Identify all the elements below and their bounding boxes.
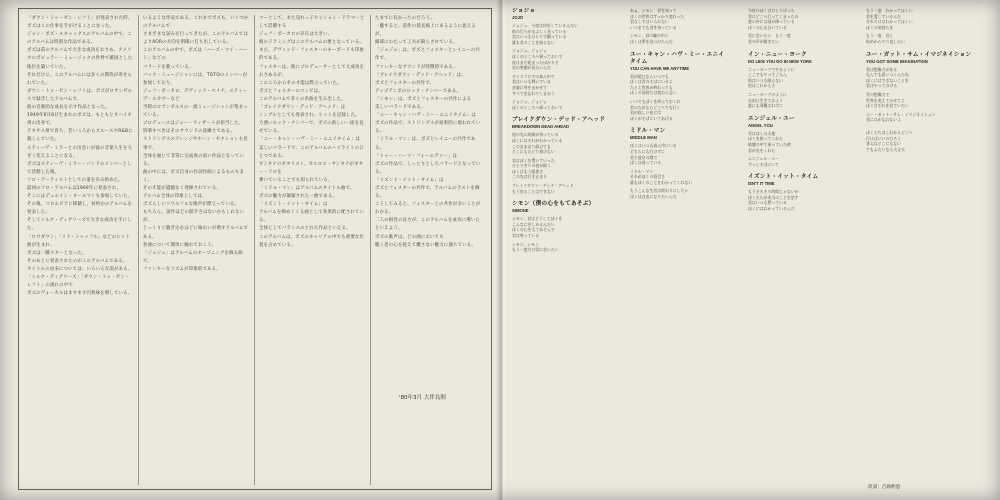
lyric-line: 君が光をくれた <box>748 147 776 153</box>
lyric-stanza <box>866 92 976 109</box>
song-title: ユー・ガット・サム・イマジネイション <box>866 51 972 58</box>
lyric-line: ぼくにはわかっているんだ <box>748 206 795 212</box>
liner-paragraph-line: プロデュースはジョー・ウィザートが担当した。 <box>143 121 244 127</box>
lyric-line: ぼくを救ってくれた <box>748 136 784 142</box>
song-english-title: BREAKDOWN DEAD AHEAD <box>512 124 570 130</box>
liner-paragraph-line: ボズとフォスターのコンビは、 <box>259 88 324 94</box>
song-english-title: MIDDLE MAN <box>630 135 657 141</box>
lyric-line: 君は想像力がある <box>866 66 898 72</box>
liner-paragraph-line: このころからその才能は際立っていた。 <box>259 80 342 86</box>
lyric-line: 君の想像力で <box>866 91 890 97</box>
liner-paragraph-line: 彼の音楽的な成長を示す作品となった。 <box>27 105 110 111</box>
liner-paragraph-line: そしてシルク・ディグリーズで大きな成功を手にした。 <box>27 218 132 232</box>
lyric-line: 君を愛しているんだ <box>866 13 902 19</box>
song-english-title: ISN'T IT TIME <box>748 181 775 187</box>
liner-column-3 <box>259 15 365 485</box>
song-lyrics-block <box>630 52 730 122</box>
lyric-line: ジョジョ、ジョジョ <box>512 48 547 54</box>
lyric-line: 君はいつも黙っている <box>748 200 787 206</box>
liner-paragraph-line: アルバムを締めくくる曲として効果的に配されている。 <box>259 210 365 224</box>
lyric-stanza <box>630 99 730 121</box>
lyric-stanza <box>512 242 612 253</box>
liner-paragraph-line: 美しいバラードである。 <box>375 105 426 111</box>
lyric-stanza <box>630 8 730 30</box>
lyric-stanza <box>630 169 730 186</box>
lyric-stanza <box>512 132 612 154</box>
lyric-line: 夜はまだ始まったばかりさ <box>512 59 559 65</box>
lyric-line: もうこんな生活は終わりにしたい <box>630 188 689 194</box>
liner-paragraph-line: 最初のソロ・アルバムは1969年に発表され、 <box>27 185 122 191</box>
liner-paragraph-line: 1949年6月8日生まれのボズは、もともとオハイオ州の出身で、 <box>27 113 132 127</box>
lyric-stanza <box>630 143 730 165</box>
lyric-line: 君と彼女の間で <box>630 154 658 160</box>
song-lyrics-block <box>748 52 852 109</box>
song-title: ユー・キャン・ハヴ・ミー・エニイタイム <box>630 51 725 65</box>
liner-paragraph-line: 一聴すると、前作の延長線上にあるように思えるが、 <box>375 24 476 38</box>
lyric-line: もうそろそろ時間じゃないか <box>748 189 799 195</box>
lyric-line: 君はいつも輝いている <box>512 79 551 85</box>
liner-paragraph-line: ボズは前のアルバムで大きな成功をおさめ、アメリカのポピュラー・ミュージックの世界で確固とした地位を築いていた。 <box>27 48 133 70</box>
lyric-line: もう一度 君と <box>866 33 894 39</box>
song-title: シモン（僕の心をもてあそぶ） <box>512 201 595 208</box>
lyric-line: ジョジョ、今夜は何をしているんだい <box>512 23 578 28</box>
lyric-line: 君が望むならいつでも <box>630 73 669 79</box>
lyric-line: ぼくのところへ帰っておいで <box>512 53 563 59</box>
lyric-line: でもふたりなら大丈夫 <box>866 146 905 152</box>
liner-paragraph-line: 「イズント・イット・タイム」は <box>375 177 444 183</box>
lyric-line: ぼくの世界はすっかり変わった <box>630 13 685 19</box>
lyric-stanza <box>630 33 730 44</box>
liner-paragraph-line: ファンキーなサウンドが特徴的である。 <box>375 64 458 70</box>
lyric-line: 窓の外には雨が降っている <box>748 19 795 25</box>
liner-paragraph-line: じっくりと聴き込むほどに味わいが増すアルバムである。 <box>143 226 249 240</box>
liner-paragraph-line: このアルバムで多くの名曲を生み出した。 <box>259 96 346 102</box>
lyric-stanza <box>512 48 612 70</box>
liner-paragraph-line: ボズの魅力が凝縮された一曲である。 <box>259 194 338 200</box>
lyric-line: ニューヨークでやるように <box>748 66 795 72</box>
lyric-line: ぼくのところへ帰っておいで <box>512 104 563 110</box>
liner-paragraph-line: 「ジョジョ」はアルバムのオープニングを飾る曲で、 <box>143 250 243 264</box>
liner-paragraph-line: ソロ・アーティストとしての道を歩み始めた。 <box>27 177 123 183</box>
column-divider <box>138 15 139 485</box>
liner-paragraph-line: よりAORの方向を明確に打ち出している。 <box>143 40 232 46</box>
liner-date-author: '80年3月 大伴良則 <box>399 395 446 401</box>
liner-paragraph-line: ダウン・トゥ・ゼン・レフトは、ボズがロサンゼルスで録音したアルバムで、 <box>27 88 133 102</box>
song-lyrics-block <box>748 8 852 45</box>
lyric-line: ぼくにはそれがわかっている <box>512 137 563 143</box>
lyric-line: ぼくの気持ちは変わらない <box>630 90 677 96</box>
lyric-stanza <box>866 8 976 30</box>
liner-paragraph-line: このアルバムは、ボズのキャリアの中でも重要な位置を占めている。 <box>259 234 365 248</box>
lyric-line: 君にはかなわないよ <box>866 117 902 123</box>
lyric-line: ニューヨークのように <box>748 91 787 97</box>
liner-paragraph-line: ボズのヴォーカルはますます円熟味を増している。 <box>27 291 133 297</box>
lyric-line: 君はいつもひとりで踊っている <box>512 34 567 40</box>
lyric-line: ダンスフロアの真ん中で <box>512 73 555 79</box>
song-lyrics-block <box>512 201 612 253</box>
liner-paragraph-line: 「ユー・キャン・ハヴ・ミー・エニイタイム」は <box>375 113 476 119</box>
song-title: エンジェル・ユー <box>748 115 795 122</box>
lyric-line: ぼくは自由になりたいんだ <box>630 194 677 200</box>
lyric-line: このまま走り続けても <box>512 143 551 149</box>
song-english-title: DO LIKE YOU DO IN NEW YORK <box>748 58 813 64</box>
lyric-line: どこにもたどり着けない <box>512 149 555 155</box>
lyric-line: シモン、君の瞳の中に <box>630 33 669 39</box>
song-english-title: ANGEL YOU <box>748 122 773 128</box>
lyric-line: それがぼくの役目さ <box>630 174 666 180</box>
song-title: イン・ニュー・ヨーク <box>748 51 807 58</box>
liner-paragraph-line: 二人の相性の良さが、このアルバムを成功に導いたといえよう。 <box>375 218 481 232</box>
lyric-stanza <box>512 158 612 180</box>
lyric-line: 街の灯りがまぶしく光っている <box>512 28 567 34</box>
lyric-stanza <box>512 23 612 45</box>
lyric-line: 今夜のぼくはひとりぼっち <box>748 8 795 13</box>
lyric-line: 君はぼくを置いていった <box>512 157 555 163</box>
liner-paragraph-line: ボズらしいソウルフルな歌声が際立っている。 <box>143 202 240 208</box>
liner-paragraph-line: ジョン・ボズ・スキャッグスのアルバムの中で、このアルバムは特別な作品である。 <box>27 32 132 46</box>
liner-paragraph-line: その才能が遺憾なく発揮されている。 <box>143 185 222 191</box>
lyrics-column-3 <box>748 8 852 492</box>
lyric-line: ブレイクダウン・デッド・アヘッド <box>512 183 574 189</box>
liner-paragraph-line: 全体としてバランスのとれた作品といえる。 <box>259 226 351 232</box>
liner-paragraph-line: たまでに長かったのだろう。 <box>375 16 435 21</box>
lyric-stanza <box>866 67 976 89</box>
liner-column-2 <box>143 15 249 485</box>
song-lyrics-block <box>630 128 730 199</box>
song-lyrics-block <box>866 8 976 45</box>
lyric-line: もう一度 わかってほしい <box>866 8 913 13</box>
lyric-line: ぼくは迷っている <box>630 160 662 166</box>
liner-paragraph-line: 弾いていることでも知られている。 <box>259 177 333 183</box>
liner-paragraph-line: 各曲について簡単に触れておこう。 <box>143 242 217 248</box>
liner-paragraph-line: 「ブレイクダウン・デッド・アヘッド」は、 <box>375 72 466 78</box>
lyric-line: 自由に生きてみよう <box>748 97 784 103</box>
liner-paragraph-line: ボズとフォスターの共作で、アルバムのラストを飾る。 <box>375 185 480 200</box>
liner-paragraph-line: ボズの歌声は、どの曲においても <box>375 234 444 240</box>
song-title: ミドル・マン <box>630 128 666 135</box>
lyric-line: ここでもやってごらん <box>748 72 787 78</box>
lyric-stanza <box>866 112 976 123</box>
liner-paragraph-line: そこにはデュエイン・オールマンも参加していた。 <box>27 194 133 200</box>
liner-paragraph-line: ボズとフォスターの共作で、 <box>375 80 435 86</box>
lyric-line: 答えはどこにもない <box>866 141 902 147</box>
lyric-line: いつまでも君を待っている <box>630 24 677 30</box>
lyric-line: 暗闇の中で迷っていた時 <box>748 141 791 147</box>
lyric-line: 君はぼくの天使 <box>748 130 776 136</box>
liner-paragraph-line: ファンキーなリズムが印象的である。 <box>143 266 221 272</box>
liner-paragraph-line: 彼のドラミングはこのアルバムの要となっている。 <box>259 40 365 46</box>
lyric-line: あぁ、シモン 君を知って <box>630 8 677 13</box>
liner-paragraph-line: シングルとしても発表され、ヒットを記録した。 <box>259 113 360 119</box>
liner-paragraph-line: 「ロウダウン」「リド・シャッフル」などのヒット曲が生まれ、 <box>27 234 130 248</box>
lyric-line: 君は笑っている <box>512 233 540 239</box>
liner-paragraph-line: ボズはスティーヴ・ミラー・バンドのメンバーとして活動した後、 <box>27 161 132 175</box>
liner-paragraph-line: アップテンポのロック・ナンバーである。 <box>375 88 462 94</box>
song-lyrics-block <box>748 174 852 211</box>
lyric-line: エンジェル・ユー <box>748 156 779 162</box>
lyric-line: 道の先に故障が待っている <box>512 132 559 138</box>
lyrics-column-1 <box>512 8 612 492</box>
lyric-line: 始めからやり直したい <box>866 38 905 44</box>
song-lyrics-block <box>866 130 976 152</box>
liner-paragraph-line: もちろん、前作ほどの派手さはないかもしれないが、 <box>143 210 245 224</box>
lyric-stanza <box>630 74 730 96</box>
song-lyrics-block <box>512 8 612 110</box>
lyric-line: 君の笑顔が見たいんだ <box>512 65 551 71</box>
lyric-line: ぼくの心をもてあそんで <box>512 227 555 233</box>
lyric-stanza <box>630 188 730 199</box>
liner-paragraph-line: ボズの作品で、ストリングスが効果的に使われている。 <box>375 121 481 135</box>
song-lyrics-block <box>630 8 730 45</box>
lyric-line: 誰にも邪魔されずに <box>748 103 784 109</box>
song-lyrics-block <box>748 116 852 168</box>
liner-paragraph-line: さまざまな試みを行ってきたが、このアルバムでは <box>143 32 249 38</box>
lyric-line: ぼくは夢を見つけたんだ <box>630 38 673 44</box>
song-lyrics-block <box>512 117 612 194</box>
lyric-line: なんでも思いつくんだね <box>866 72 909 78</box>
lyric-line: 世界を変えてみせてよ <box>866 97 905 103</box>
liner-notes-panel <box>18 8 492 490</box>
liner-paragraph-line: 「ブレイクダウン・デッド・アヘッド」は <box>259 105 346 111</box>
translator-credit: 訳詞：吉岡伸恵 <box>868 485 901 490</box>
liner-paragraph-line: そのあとに発表されたのがこのアルバムである。 <box>27 258 128 264</box>
lyric-line: 夜はこれからさ <box>748 83 776 89</box>
lyric-stanza <box>748 33 852 44</box>
song-title: イズント・イット・タイム <box>748 174 819 181</box>
liner-paragraph-line: 美しいバラードで、このアルバムのハイライトのひとつである。 <box>259 145 364 159</box>
lyric-stanza <box>748 156 852 167</box>
lyric-line: 音楽に身をまかせて <box>512 84 548 90</box>
lyric-line: 誰も君のことを知らない <box>512 39 555 45</box>
lyric-line: 君に会いたい もう一度 <box>748 33 791 39</box>
lyric-line: もう一度だけ君に会いたい <box>512 247 559 253</box>
liner-paragraph-line: 当時のロサンゼルスの一流ミュージシャンが集まっている。 <box>143 105 248 119</box>
lyric-line: ぼくはそれを見ていたい <box>866 103 909 109</box>
lyric-line: ぼくの心も泣いている <box>748 24 787 30</box>
lyric-line: 君が寂しい夜には <box>630 110 662 116</box>
liner-paragraph-line: 「トゥー・ハーツ・フォーエヴァー」は <box>375 153 458 159</box>
liner-paragraph-line: バック・ミュージシャンには、TOTOのメンバーが参加しており、 <box>143 72 248 86</box>
liner-paragraph-line: 「ユー・キャン・ハヴ・ミー・エニイタイム」は <box>259 137 360 143</box>
liner-paragraph-line: ボズの作品で、しっとりとしたバラードとなっている。 <box>375 161 481 175</box>
liner-column-1 <box>27 15 133 485</box>
liner-paragraph-line: テキサス州で育ち、若いころからブルースやR&Bに親しんでいた。 <box>27 129 133 143</box>
lyric-stanza <box>748 92 852 109</box>
liner-paragraph-line: 「ミドル・マン」は、ボズとレイニーの共作である。 <box>375 137 476 151</box>
song-lyrics-block <box>866 52 976 123</box>
song-english-title: JOJO <box>512 15 524 20</box>
liner-paragraph-line: ジェフ・ポーカロの存在は大きい。 <box>259 32 333 38</box>
lyric-stanza <box>866 130 976 152</box>
liner-paragraph-line: 「ジョジョ」は、ボズとフォスターとレイニーの共作で、 <box>375 48 480 62</box>
liner-paragraph-line: サンタナのギタリスト、カルロス・サンタナがギター・ソロを <box>259 161 364 175</box>
liner-paragraph-line: バラードを歌っている。 <box>143 64 194 70</box>
liner-paragraph-line: こうしてみると、フォスターとの共作が多いことがわかる。 <box>375 202 481 216</box>
lyric-line: ユー・ガット・サム・イマジネイション <box>866 111 936 117</box>
liner-paragraph-line: また、デヴィッド・フォスターのキーボードも印象的である。 <box>259 48 365 62</box>
lyric-line: 誰もぼくのことをわかってくれない <box>630 179 693 185</box>
liner-paragraph-line: 「ダウン・トゥ・ゼン・レフト」が発表された時、ボズはこの仕事を手がけることになった。 <box>27 16 133 30</box>
liner-paragraph-line: アルバム全体の印象としては、 <box>143 194 207 200</box>
lyric-line: 君はどこへ行ってしまったの <box>748 13 799 19</box>
lyric-stanza <box>512 183 612 194</box>
lyrics-column-2 <box>630 8 730 492</box>
song-title: ジョジョ <box>512 8 536 14</box>
lyric-line: ひとりきりの夜が続く <box>512 163 551 169</box>
lyric-stanza <box>866 33 976 44</box>
liner-paragraph-line: フォスターは、後にプロデューサーとして大成功をおさめるが、 <box>259 64 365 78</box>
lyric-line: ぼくがそばにいてあげる <box>630 115 673 121</box>
lyric-line: すべてを忘れてしまおう <box>512 90 555 96</box>
liner-paragraph-line: ジェフ・ポーカロ、デヴィッド・ペイチ、スティーヴ・ルカサーなど <box>143 88 248 102</box>
liner-paragraph-line: 「シルク・ディグリーズ」「ダウン・トゥ・ゼン・レフト」の流れの中で <box>27 275 130 289</box>
column-divider <box>254 15 255 485</box>
liner-paragraph-line: このアルバムの中で、ボズは「ハーズ・マイ・ハート」などの <box>143 48 248 62</box>
lyric-line: たとえ世界が終わっても <box>630 84 673 90</box>
lyric-line: ぼくの気持ちを <box>866 24 894 30</box>
lyric-stanza <box>748 131 852 153</box>
lyric-line: ぼくはいつも真ん中にいる <box>630 143 677 149</box>
liner-paragraph-line: 力強いロック・ナンバーで、ボズの新しい一面を見せている。 <box>259 121 364 135</box>
lyric-line: いつでもぼくを呼んでおくれ <box>630 98 681 104</box>
lyric-line: どちらにも行けずに <box>630 148 666 154</box>
lyric-line: ぼくたちはこれからどこへ <box>866 129 913 135</box>
lyric-line: ぼくにはできないことを <box>866 77 909 83</box>
lyric-line: ぼくたちが本当のことを話す <box>748 194 799 200</box>
lyric-line: 君のためならどこへでも行く <box>630 104 681 110</box>
lyric-line: ぼくはもう限界さ <box>512 168 544 174</box>
lyric-line: シモン、シモン <box>512 241 539 247</box>
liner-paragraph-line: 全体を通じて非常に完成度の高い作品となっている。 <box>143 153 244 167</box>
liner-paragraph-line: マーとして、また売れっ子セッション・ドラマーとして活躍する <box>259 16 365 30</box>
liner-paragraph-line: 特筆すべきはそのサウンドの洗練さである。 <box>143 129 235 135</box>
lyric-line: 行けばいいのだろう <box>866 135 902 141</box>
liner-paragraph-line: ストリングスのアレンジやホーン・セクションも見事で、 <box>143 137 248 151</box>
lyric-line: ずっとそばにいて <box>748 161 779 167</box>
liner-paragraph-line: その後、コロムビアに移籍し、何枚かのアルバムを発表した。 <box>27 202 133 216</box>
lyric-line: ミドル・マン <box>630 168 654 174</box>
song-title: ブレイクダウン・デッド・アヘッド <box>512 117 606 124</box>
lyric-line: この先は行き止まり <box>512 174 548 180</box>
lyric-line: それだけはわかってほしい <box>866 19 913 25</box>
song-english-title: YOU GOT SOME IMAGINATION <box>866 58 928 64</box>
liner-paragraph-line: タイトルの由来については、いろいろな説がある。 <box>27 266 133 272</box>
gatefold-crease <box>496 0 508 500</box>
lyric-line: 君はやってのける <box>866 83 898 89</box>
lyric-line: こんなに苦しめるんだい <box>512 221 555 227</box>
lyric-stanza <box>748 8 852 30</box>
lyric-line: シモン、君はどうしてぼくを <box>512 216 563 222</box>
liner-paragraph-line: スティーヴ・ミラーとの出会いが彼の音楽人生を大きく変えることになる。 <box>27 145 133 159</box>
liner-paragraph-line: それだけに、このアルバムには多くの期待が寄せられていた。 <box>27 72 133 86</box>
liner-paragraph-line: 「ミドル・マン」はアルバムのタイトル曲で、 <box>259 185 355 191</box>
lyrics-column-4 <box>866 8 976 492</box>
song-english-title: SIMONE <box>512 208 529 214</box>
liner-paragraph-line: いるような作品である。これまでボズも、いくつかのアルバムで <box>143 16 249 30</box>
liner-paragraph-line: 「シモン」は、ボズとフォスターの共作による <box>375 96 472 102</box>
lyric-line: ぼくは君のそばにいるよ <box>630 79 673 85</box>
song-english-title: YOU CAN HAVE ME ANYTIME <box>630 65 690 71</box>
lyric-stanza <box>512 216 612 238</box>
column-divider <box>370 15 371 485</box>
lyric-line: 街はいつも眠らない <box>748 77 784 83</box>
liner-paragraph-line: 細部にわたって工夫が凝らされている。 <box>375 40 458 46</box>
liner-paragraph-line: ボズは一躍スターとなった。 <box>27 250 87 256</box>
liner-paragraph-line: 曲の中には、ボズ自身の作詞作曲によるものも多く、 <box>143 169 244 183</box>
lyric-stanza <box>512 99 612 110</box>
lyric-stanza <box>748 189 852 211</box>
lyric-line: 君の声が聞きたい <box>748 38 780 44</box>
liner-column-4 <box>375 15 483 385</box>
lyric-line: もう戻ることはできない <box>512 188 555 194</box>
lyric-stanza <box>748 67 852 89</box>
lyric-line: 君なしではいられない <box>630 19 669 25</box>
lyric-stanza <box>512 74 612 96</box>
lyric-line: ジョジョ、ジョジョ <box>512 99 547 105</box>
liner-paragraph-line: 「イズント・イット・タイム」は <box>259 202 328 208</box>
liner-paragraph-line: 聴く者の心を捉えて離さない魅力に満ちている。 <box>375 242 476 248</box>
